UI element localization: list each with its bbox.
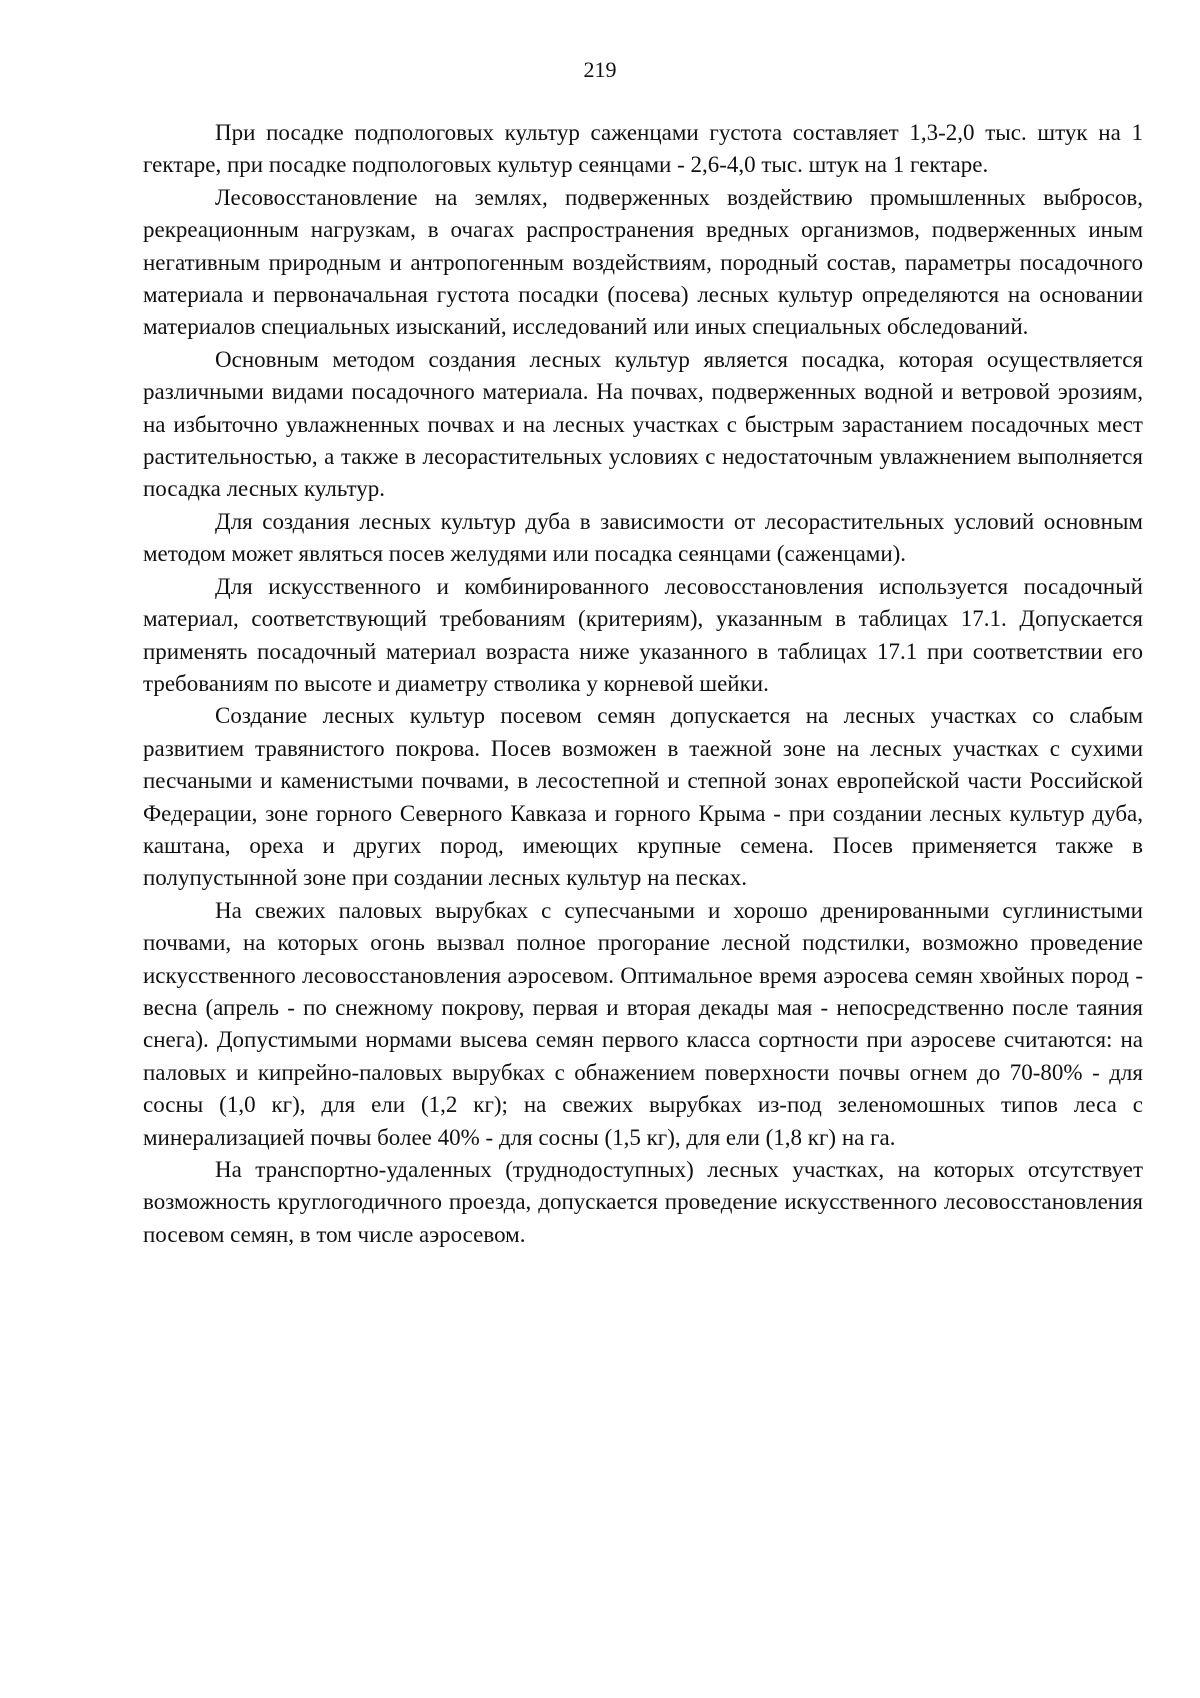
page-number: 219 <box>583 57 617 82</box>
paragraph-remote-plots: На транспортно-удаленных (труднодоступных) лесных участках, на которых отсутствует возможность круглогодичного проезда, допускается проведение искусственного лесовосстановления посевом семян, в том числе аэросевом. <box>143 1157 1143 1247</box>
paragraph-main-planting-method: Основным методом создания лесных культур является посадка, которая осуществляется различными видами посадочного материала. На почвах, подверженных водной и ветровой эрозиям, на избыточно увлажненных почвах и на лесных участках с быстрым зарастанием посадочных мест растительностью, а также в лесорастительных условиях с недостаточным увлажнением выполняется посадка лесных культур. <box>143 346 1143 502</box>
paragraph-reforestation-impacted-lands: Лесовосстановление на землях, подверженных воздействию промышленных выбросов, рекреационным нагрузкам, в очагах распространения вредных организмов, подверженных иным негативным природным и антропогенным воздействиям, породный состав, параметры посадочного материала и первоначальная густота посадки (посева) лесных культур определяются на основании материалов специальных изысканий, исследований или иных специальных обследований. <box>143 184 1143 340</box>
paragraph-oak-cultures: Для создания лесных культур дуба в зависимости от лесорастительных условий основным методом может являться посев желудями или посадка сеянцами (саженцами). <box>143 508 1143 567</box>
document-body <box>143 117 1143 1251</box>
paragraph-undercanopy-density: При посадке подпологовых культур саженцами густота составляет 1,3-2,0 тыс. штук на 1 гектаре, при посадке подпологовых культур сеянцами - 2,6-4,0 тыс. штук на 1 гектаре. <box>143 120 1143 178</box>
paragraph-seed-sowing: Создание лесных культур посевом семян допускается на лесных участках со слабым развитием травянистого покрова. Посев возможен в таежной зоне на лесных участках с сухими песчаными и каменистыми почвами, в лесостепной и степной зонах европейской части Российской Федерации, зоне горного Северного Кавказа и горного Крыма - при создании лесных культур дуба, каштана, ореха и других пород, имеющих крупные семена. Посев применяется также в полупустынной зоне при создании лесных культур на песках. <box>143 703 1143 891</box>
paragraph-planting-material: Для искусственного и комбинированного лесовосстановления используется посадочный материал, соответствующий требованиям (критериям), указанным в таблицах 17.1. Допускается применять посадочный материал возраста ниже указанного в таблицах 17.1 при соответствии его требованиям по высоте и диаметру стволика у корневой шейки. <box>143 573 1143 696</box>
paragraph-aerial-seeding: На свежих паловых вырубках с супесчаными и хорошо дренированными суглинистыми почвами, на которых огонь вызвал полное прогорание лесной подстилки, возможно проведение искусственного лесовосстановления аэросевом. Оптимальное время аэросева семян хвойных пород - весна (апрель - по снежному покрову, первая и вторая декады мая - непосредственно после таяния снега). Допустимыми нормами высева семян первого класса сортности при аэросеве считаются: на паловых и кипрейно-паловых вырубках с обнажением поверхности почвы огнем до 70-80% - для сосны (1,0 кг), для ели (1,2 кг); на свежих вырубках из-под зеленомошных типов леса с минерализацией почвы более 40% - для сосны (1,5 кг), для ели (1,8 кг) на га. <box>143 897 1143 1150</box>
